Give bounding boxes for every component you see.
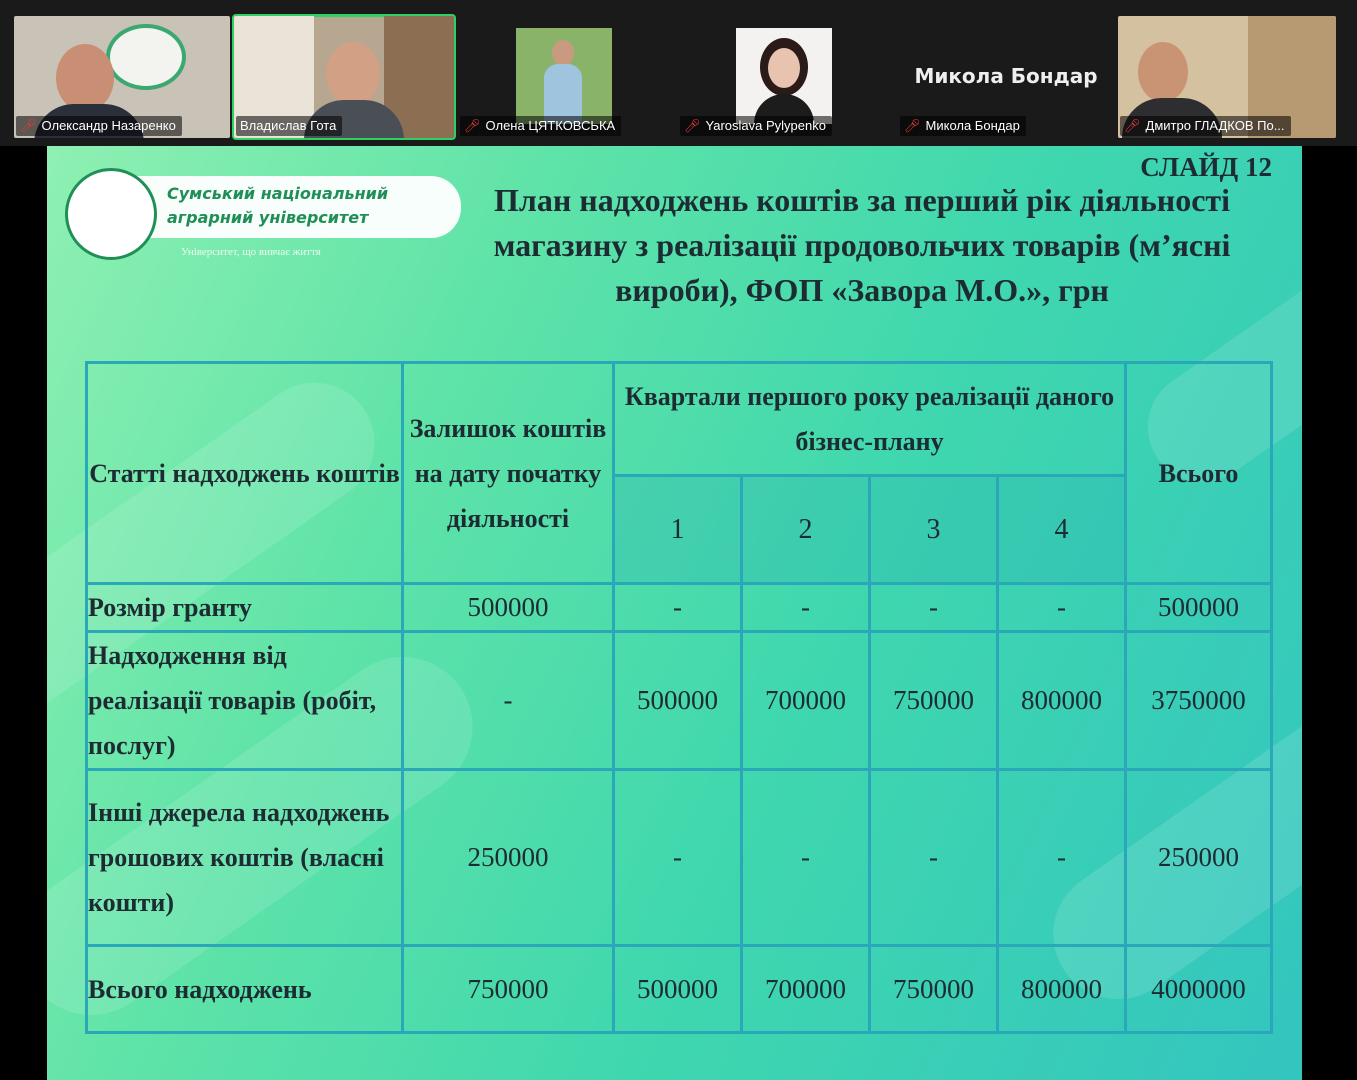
header-quarters: Квартали першого року реалізації даного бізнес-плану bbox=[614, 363, 1126, 476]
header-quarter: 1 bbox=[614, 476, 742, 584]
participant-tile[interactable] bbox=[458, 16, 674, 138]
participant-tile[interactable] bbox=[1118, 16, 1336, 138]
cell-quarter: 700000 bbox=[742, 946, 870, 1033]
cell-quarter: - bbox=[998, 770, 1126, 946]
row-label: Розмір гранту bbox=[87, 584, 403, 632]
participant-name: Владислав Гота bbox=[236, 116, 342, 136]
cell-opening: 250000 bbox=[403, 770, 614, 946]
participant-photo bbox=[516, 28, 612, 124]
cell-opening: - bbox=[403, 632, 614, 770]
participant-display-name: Микола Бондар bbox=[914, 64, 1098, 88]
participant-name: 🎤︎ Олена ЦЯТКОВСЬКА bbox=[460, 116, 621, 136]
mic-muted-icon: 🎤︎ bbox=[1124, 118, 1141, 133]
slide-title: План надходжень коштів за перший рік діяльності магазину з реалізації продовольчих товарів (м’ясні вироби), ФОП «Завора М.О.», грн bbox=[493, 182, 1231, 308]
cell-quarter: 750000 bbox=[870, 632, 998, 770]
cell-quarter: - bbox=[998, 584, 1126, 632]
cell-quarter: - bbox=[870, 584, 998, 632]
mic-muted-icon: 🎤︎ bbox=[684, 118, 701, 133]
cell-quarter: - bbox=[742, 770, 870, 946]
table-row bbox=[87, 584, 1272, 632]
participant-name: 🎤︎ Олександр Назаренко bbox=[16, 116, 182, 136]
table-row bbox=[87, 946, 1272, 1033]
slide-number: СЛАЙД 12 bbox=[1140, 152, 1272, 182]
table-row bbox=[87, 632, 1272, 770]
cell-total: 250000 bbox=[1126, 770, 1272, 946]
cell-quarter: 700000 bbox=[742, 632, 870, 770]
mic-muted-icon: 🎤︎ bbox=[20, 118, 37, 133]
cell-total: 500000 bbox=[1126, 584, 1272, 632]
table-row bbox=[87, 770, 1272, 946]
participant-name: 🎤︎ Дмитро ГЛАДКОВ По... bbox=[1120, 116, 1291, 136]
mic-muted-icon: 🎤︎ bbox=[464, 118, 481, 133]
cell-quarter: - bbox=[742, 584, 870, 632]
participant-strip bbox=[0, 0, 1357, 146]
cell-quarter: - bbox=[614, 770, 742, 946]
cell-quarter: 800000 bbox=[998, 632, 1126, 770]
university-logo-icon bbox=[106, 24, 186, 90]
participant-tile[interactable] bbox=[14, 16, 230, 138]
participant-tile[interactable] bbox=[234, 16, 454, 138]
participant-name: 🎤︎ Микола Бондар bbox=[900, 116, 1026, 136]
cell-total: 3750000 bbox=[1126, 632, 1272, 770]
row-label: Всього надходжень bbox=[87, 946, 403, 1033]
cell-quarter: 500000 bbox=[614, 632, 742, 770]
cell-quarter: 500000 bbox=[614, 946, 742, 1033]
cell-opening: 750000 bbox=[403, 946, 614, 1033]
cash-inflow-table bbox=[85, 361, 1273, 1034]
cell-quarter: 750000 bbox=[870, 946, 998, 1033]
header-opening-balance: Залишок коштів на дату початку діяльності bbox=[403, 363, 614, 584]
cell-quarter: - bbox=[614, 584, 742, 632]
cell-quarter: 800000 bbox=[998, 946, 1126, 1033]
header-quarter: 4 bbox=[998, 476, 1126, 584]
participant-photo bbox=[736, 28, 832, 124]
cell-total: 4000000 bbox=[1126, 946, 1272, 1033]
header-article: Статті надходжень коштів bbox=[87, 363, 403, 584]
participant-tile[interactable] bbox=[678, 16, 894, 138]
row-label: Інші джерела надходжень грошових коштів (власні кошти) bbox=[87, 770, 403, 946]
participant-name: 🎤︎ Yaroslava Pylypenko bbox=[680, 116, 832, 136]
cell-opening: 500000 bbox=[403, 584, 614, 632]
university-logo: Сумський національний аграрний університет Університет, що вивчає життя bbox=[61, 162, 461, 270]
header-total: Всього bbox=[1126, 363, 1272, 584]
cell-quarter: - bbox=[870, 770, 998, 946]
row-label: Надходження від реалізації товарів (робіт, послуг) bbox=[87, 632, 403, 770]
shared-slide bbox=[47, 146, 1302, 1080]
mic-muted-icon: 🎤︎ bbox=[904, 118, 921, 133]
university-emblem-icon bbox=[65, 168, 157, 260]
header-quarter: 3 bbox=[870, 476, 998, 584]
header-quarter: 2 bbox=[742, 476, 870, 584]
participant-tile[interactable] bbox=[898, 16, 1114, 138]
